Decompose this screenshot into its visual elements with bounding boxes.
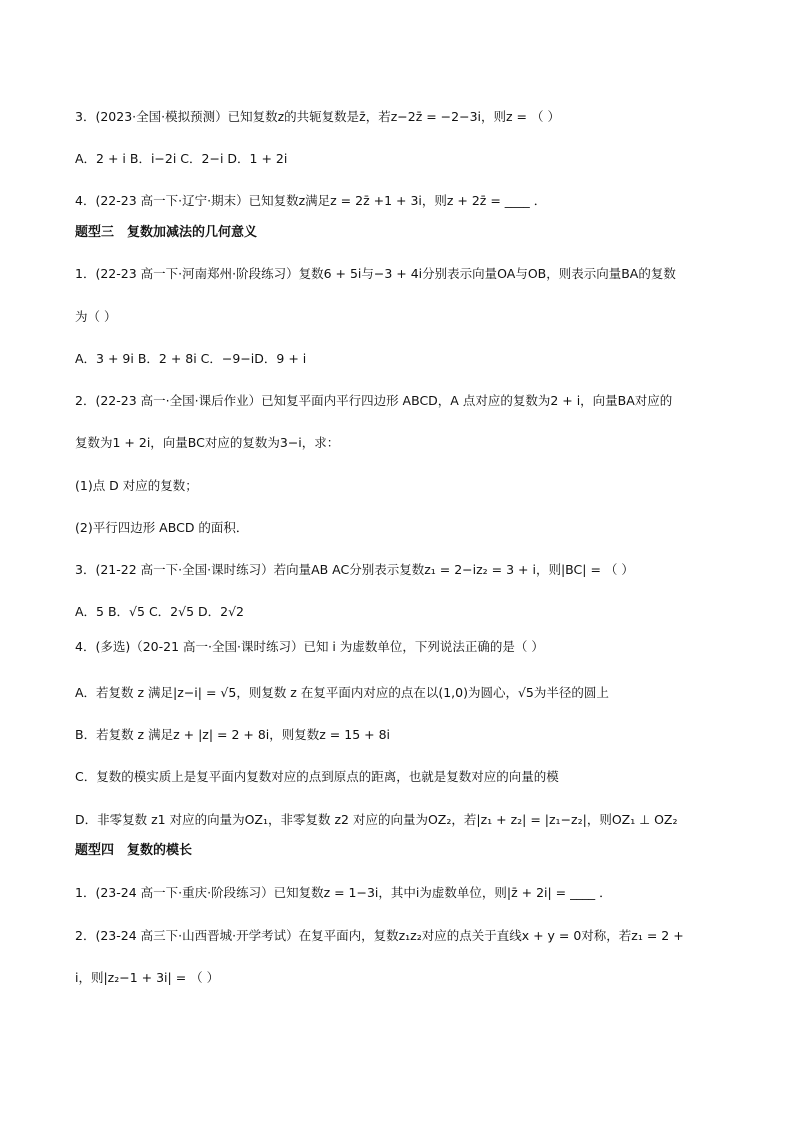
q3-stem: 3．(2023·全国·模拟预测）已知复数z的共轭复数是z̄，若z−2z̄ = −2−3i，则z = （ ） xyxy=(75,109,560,124)
s3-q4-stem: 4．(多选)（20-21 高一·全国·课时练习）已知 i 为虚数单位，下列说法正确的是（ ） xyxy=(75,639,544,654)
s4-q2-stem-cont: i，则|z₂−1 + 3i| = （ ） xyxy=(75,970,220,985)
s3-q4-option-a: A．若复数 z 满足|z−i| = √5，则复数 z 在复平面内对应的点在以(1,0)为圆心，√5为半径的圆上 xyxy=(75,685,609,700)
section-heading-4: 题型四 复数的模长 xyxy=(75,843,193,858)
s3-q3-stem: 3．(21-22 高一下·全国·课时练习）若向量AB AC分别表示复数z₁ = 2−iz₂ = 3 + i，则|BC| = （ ） xyxy=(75,562,634,577)
q4-stem: 4．(22-23 高一下·辽宁·期末）已知复数z满足z = 2z̄ +1 + 3i，则z + 2z̄ = ____ ． xyxy=(75,193,547,208)
s3-q4-option-b: B．若复数 z 满足z + |z| = 2 + 8i，则复数z = 15 + 8i xyxy=(75,727,391,742)
s4-q1-stem: 1．(23-24 高一下·重庆·阶段练习）已知复数z = 1−3i，其中i为虚数单位，则|z̄ + 2i| = ____ ． xyxy=(75,885,612,900)
q3-options: A．2 + i B．i−2i C．2−i D．1 + 2i xyxy=(75,151,288,166)
s3-q1-options: A．3 + 9i B．2 + 8i C．−9−iD．9 + i xyxy=(75,351,307,366)
s4-q2-stem: 2．(23-24 高三下·山西晋城·开学考试）在复平面内，复数z₁z₂对应的点关于直线x + y = 0对称，若z₁ = 2 + xyxy=(75,928,684,943)
s3-q1-stem: 1．(22-23 高一下·河南郑州·阶段练习）复数6 + 5i与−3 + 4i分别表示向量OA与OB，则表示向量BA的复数 xyxy=(75,266,676,281)
s3-q2-stem: 2．(22-23 高一·全国·课后作业）已知复平面内平行四边形 ABCD，A 点对应的复数为2 + i，向量BA对应的 xyxy=(75,393,673,408)
s3-q3-options: A．5 B．√5 C．2√5 D．2√2 xyxy=(75,604,245,619)
s3-q2-stem-cont: 复数为1 + 2i，向量BC对应的复数为3−i，求： xyxy=(75,435,340,450)
s3-q2-part2: (2)平行四边形 ABCD 的面积． xyxy=(75,520,249,535)
s3-q1-stem-cont: 为（ ） xyxy=(75,309,117,324)
s3-q4-option-c: C．复数的模实质上是复平面内复数对应的点到原点的距离，也就是复数对应的向量的模 xyxy=(75,769,559,784)
s3-q2-part1: (1)点 D 对应的复数； xyxy=(75,478,198,493)
s3-q4-option-d: D．非零复数 z1 对应的向量为OZ₁，非零复数 z2 对应的向量为OZ₂，若|z₁ + z₂| = |z₁−z₂|，则OZ₁ ⊥ OZ₂ xyxy=(75,812,678,827)
section-heading-3: 题型三 复数加减法的几何意义 xyxy=(75,225,258,240)
